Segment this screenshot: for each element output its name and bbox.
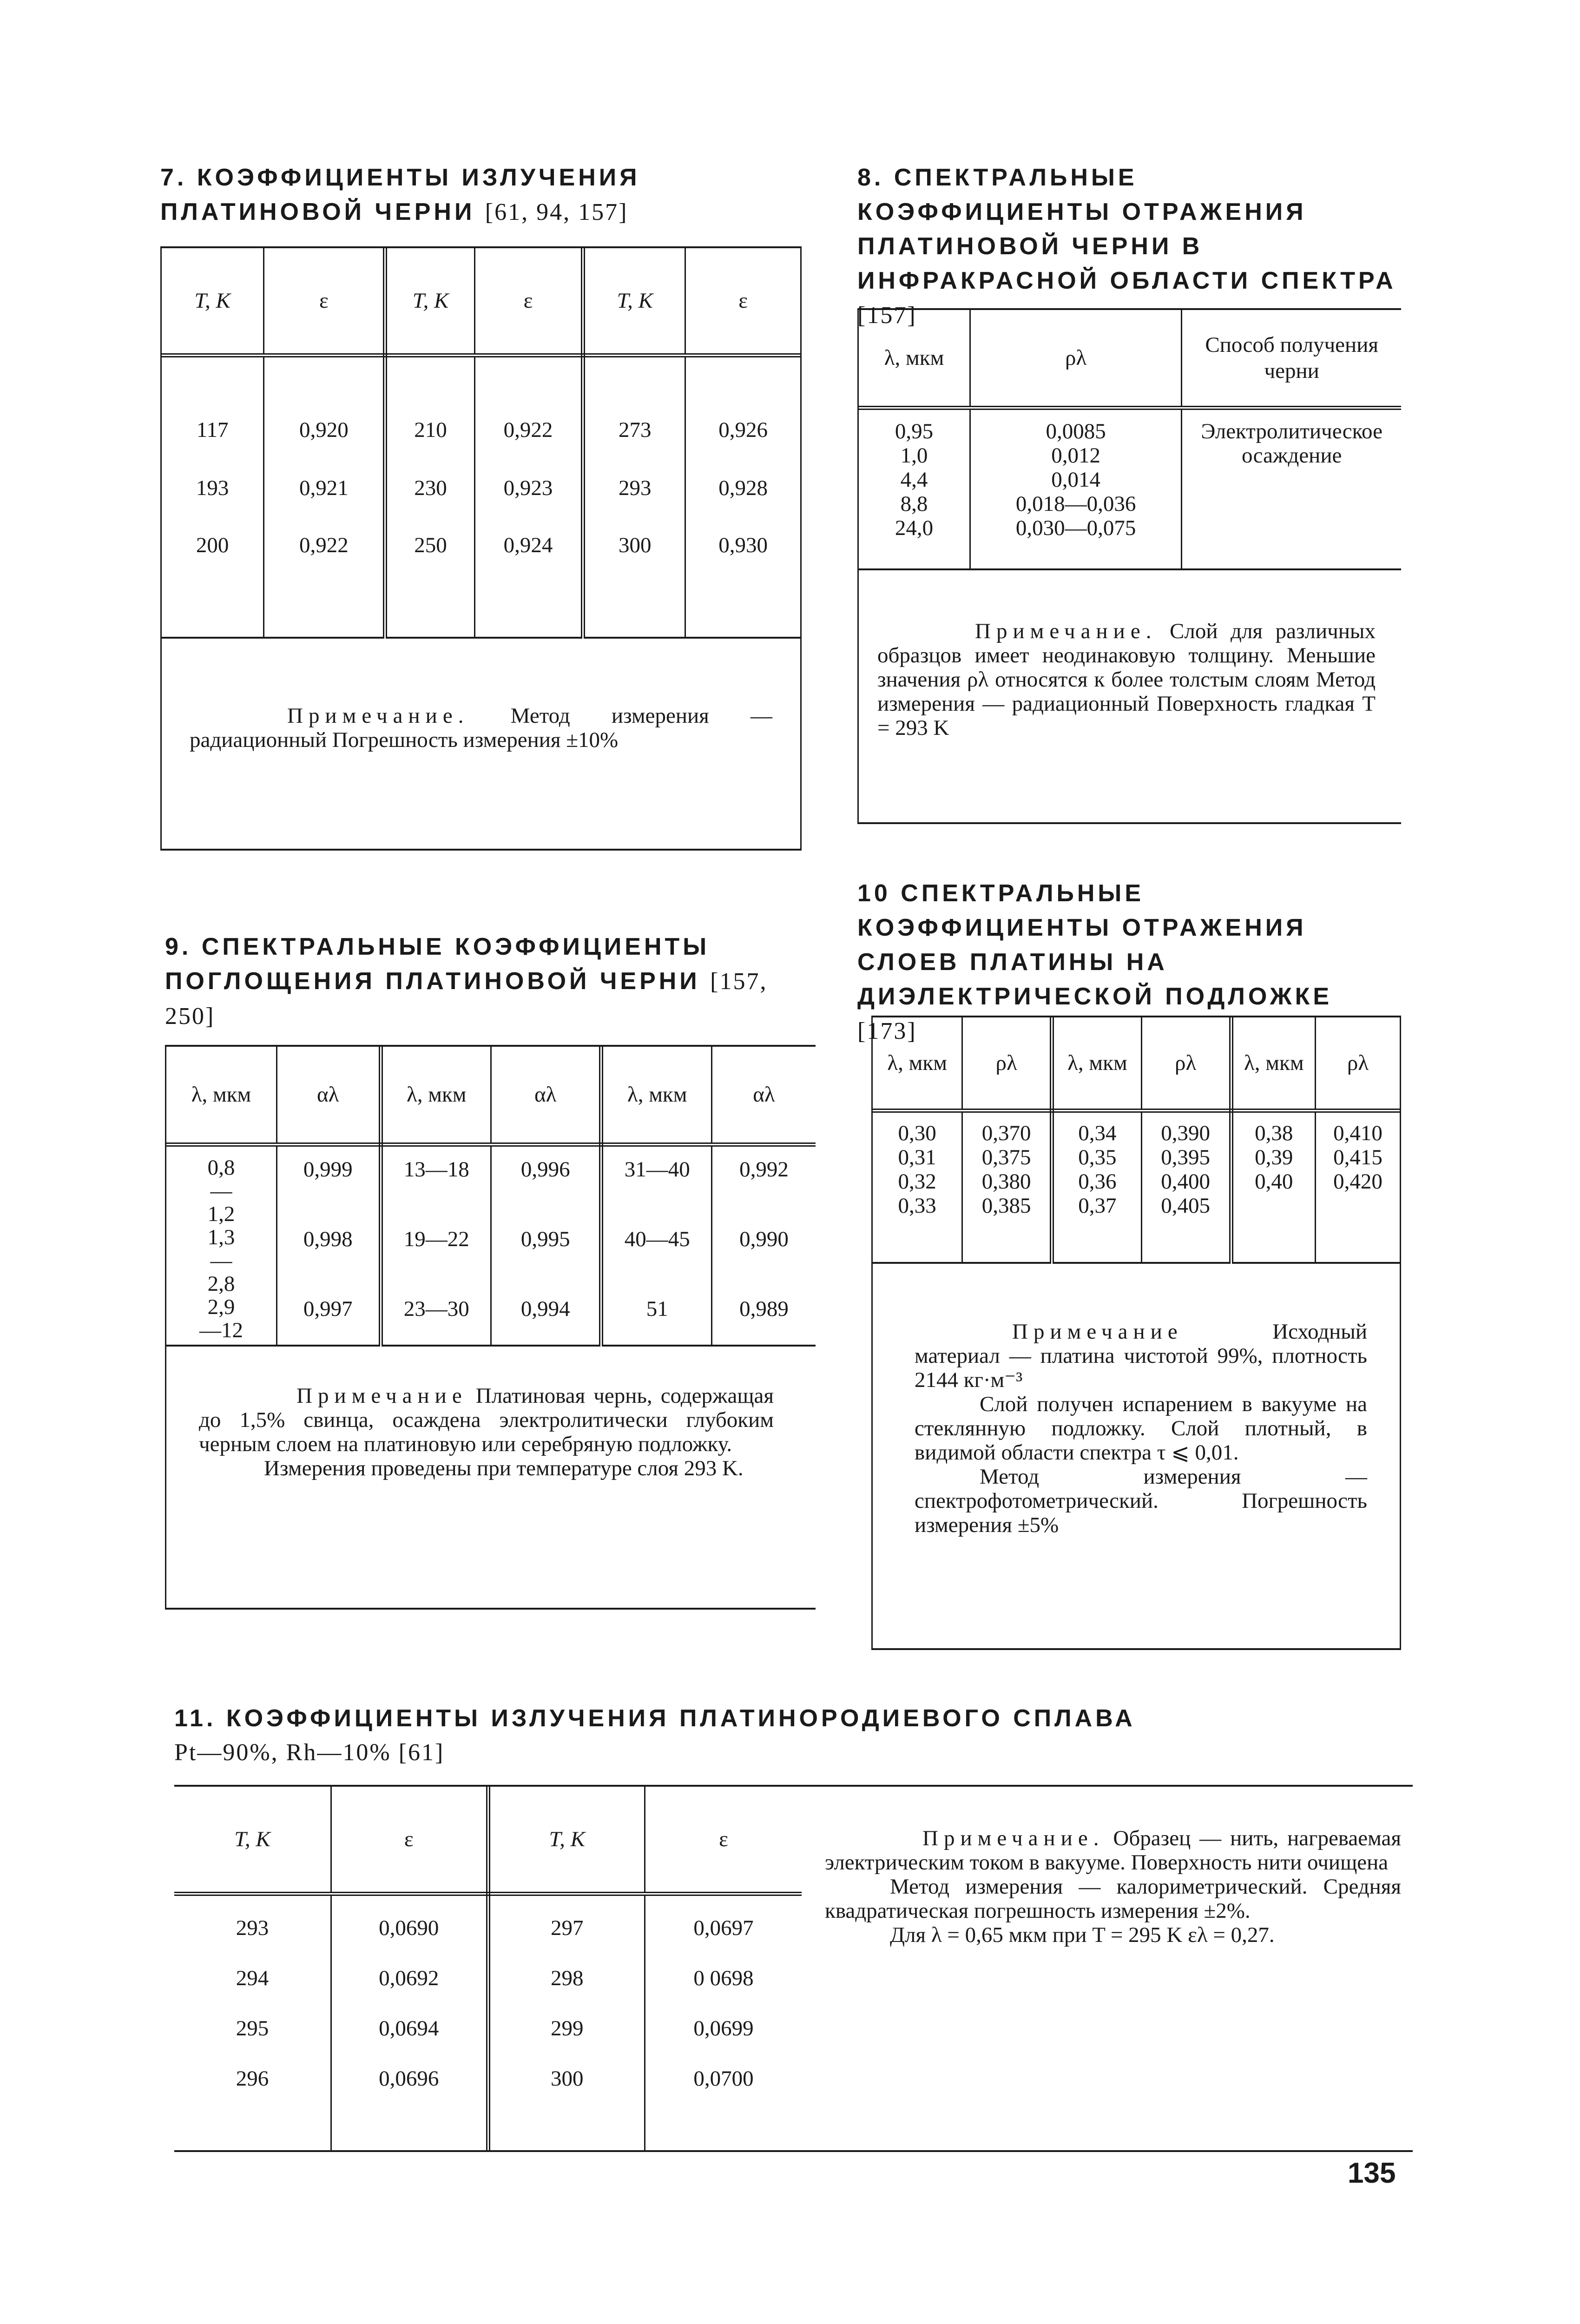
table-9-caption: 9. СПЕКТРАЛЬНЫЕ КОЭФФИЦИЕНТЫ ПОГЛОЩЕНИЯ ПЛАТИНОВОЙ ЧЕРНИ [157, 250] bbox=[165, 933, 768, 1030]
table-9-section bbox=[165, 930, 816, 1610]
table-row: 117 0,920 210 0,922 273 0,926 bbox=[162, 355, 800, 443]
header-cell: ρλ bbox=[1141, 1017, 1231, 1110]
table-11-caption: 11. КОЭФФИЦИЕНТЫ ИЗЛУЧЕНИЯ ПЛАТИНОРОДИЕВОГО СПЛАВА Pt—90%, Rh—10% [61] bbox=[174, 1705, 1136, 1766]
table-row: 1,3—2,8 0,998 19—22 0,995 40—45 0,990 bbox=[166, 1226, 816, 1295]
table-row: 0,30 0,31 0,32 0,33 0,370 0,375 0,380 0,385 0,34 0,35 0,36 0,37 0,390 0,395 0,400 0,405 0,38 0,39 0,40 0,410 0,415 0,420 bbox=[873, 1110, 1400, 1263]
header-cell: T, K bbox=[385, 248, 474, 355]
table-row: 0,8—1,2 0,999 13—18 0,996 31—40 0,992 bbox=[166, 1144, 816, 1226]
table-11-frame bbox=[174, 1785, 1413, 2152]
header-cell: ε bbox=[264, 248, 385, 355]
header-cell: λ, мкм bbox=[873, 1017, 962, 1110]
table-8-header bbox=[859, 310, 1401, 408]
table-8-note: Примечание. Слой для различных образцов имеет неодинаковую толщину. Меньшие значения ρλ относятся к более толстым слоям Метод измерения — радиационный Поверхность гладкая T = 293 K bbox=[877, 619, 1376, 740]
table-10-note: Примечание Исходный материал — платина чистотой 99%, плотность 2144 кг·м⁻³ Слой получен испарением в вакууме на стеклянную подложку. Слой плотный, в видимой области спектра τ ⩽ 0,01. Метод измерения — спектрофотометрический. Погрешность измерения ±5% bbox=[915, 1320, 1367, 1537]
header-cell: λ, мкм bbox=[1231, 1017, 1315, 1110]
header-cell: Способ получения черни bbox=[1182, 310, 1401, 408]
header-cell: ε bbox=[331, 1787, 488, 1894]
table-row: 293 0,0690 297 0,0697 bbox=[174, 1894, 802, 1941]
table-10-caption: 10 СПЕКТРАЛЬНЫЕ КОЭФФИЦИЕНТЫ ОТРАЖЕНИЯ СЛОЕВ ПЛАТИНЫ НА ДИЭЛЕКТРИЧЕСКОЙ ПОДЛОЖКЕ [173] bbox=[857, 880, 1333, 1044]
header-cell: ε bbox=[474, 248, 583, 355]
table-row: 2,9—12 0,997 23—30 0,994 51 0,989 bbox=[166, 1295, 816, 1346]
table-10-header bbox=[873, 1017, 1400, 1110]
header-cell: λ, мкм bbox=[166, 1047, 276, 1144]
table-8-frame bbox=[857, 308, 1401, 824]
table-7-frame bbox=[160, 246, 802, 851]
header-cell: T, K bbox=[174, 1787, 331, 1894]
header-cell: λ, мкм bbox=[381, 1047, 491, 1144]
header-cell: ε bbox=[645, 1787, 802, 1894]
table-10-section bbox=[857, 876, 1401, 1650]
table-11-header bbox=[174, 1787, 802, 1894]
header-cell: ρλ bbox=[962, 1017, 1052, 1110]
header-cell: αλ bbox=[276, 1047, 381, 1144]
table-8 bbox=[859, 310, 1401, 570]
table-8-section bbox=[857, 160, 1401, 824]
header-cell: αλ bbox=[491, 1047, 601, 1144]
lambda-column: 0,95 1,0 4,4 8,8 24,0 bbox=[859, 408, 970, 569]
table-row: 294 0,0692 298 0 0698 bbox=[174, 1941, 802, 1992]
header-cell: T, K bbox=[583, 248, 685, 355]
table-7-caption: 7. КОЭФФИЦИЕНТЫ ИЗЛУЧЕНИЯ ПЛАТИНОВОЙ ЧЕРНИ [61, 94, 157] bbox=[160, 164, 640, 225]
table-row: 200 0,922 250 0,924 300 0,930 bbox=[162, 502, 800, 638]
header-cell: λ, мкм bbox=[601, 1047, 711, 1144]
header-cell: λ, мкм bbox=[1052, 1017, 1142, 1110]
table-row: 193 0,921 230 0,923 293 0,928 bbox=[162, 443, 800, 502]
header-cell: T, K bbox=[488, 1787, 645, 1894]
table-9-note: Примечание Платиновая чернь, содержащая до 1,5% свинца, осаждена электролитически глубоким черным слоем на платиновую или серебряную подложку. Измерения проведены при температуре слоя 293 K. bbox=[199, 1384, 774, 1480]
table-7-section bbox=[160, 160, 802, 851]
method-cell: Электролитическое осаждение bbox=[1201, 419, 1382, 468]
header-cell: ρλ bbox=[1316, 1017, 1400, 1110]
header-cell: ρλ bbox=[970, 310, 1182, 408]
table-11 bbox=[174, 1787, 802, 2150]
table-9-header bbox=[166, 1047, 816, 1144]
header-cell: αλ bbox=[711, 1047, 816, 1144]
header-cell: T, K bbox=[162, 248, 264, 355]
table-10 bbox=[873, 1017, 1400, 1264]
table-7 bbox=[162, 248, 800, 639]
table-row: 296 0,0696 300 0,0700 bbox=[174, 2042, 802, 2151]
table-9-frame bbox=[165, 1045, 816, 1610]
page-number: 135 bbox=[1348, 2157, 1396, 2189]
table-7-note: Примечание. Метод измерения — радиационный Погрешность измерения ±10% bbox=[190, 704, 773, 752]
table-row: 295 0,0694 299 0,0699 bbox=[174, 1992, 802, 2042]
table-row bbox=[859, 408, 1401, 569]
table-11-section bbox=[174, 1701, 1413, 2152]
table-11-note: Примечание. Образец — нить, нагреваемая электрическим током в вакууме. Поверхность нити очищена Метод измерения — калориметрический. Средняя квадратическая погрешность измерения ±2%. Для λ = 0,65 мкм при T = 295 K ελ = 0,27. bbox=[825, 1826, 1401, 1947]
header-cell: ε bbox=[685, 248, 800, 355]
header-cell: λ, мкм bbox=[859, 310, 970, 408]
table-8-caption: 8. СПЕКТРАЛЬНЫЕ КОЭФФИЦИЕНТЫ ОТРАЖЕНИЯ ПЛАТИНОВОЙ ЧЕРНИ В ИНФРАКРАСНОЙ ОБЛАСТИ СПЕКТРА [157] bbox=[857, 164, 1396, 329]
table-9 bbox=[166, 1047, 816, 1347]
rho-column: 0,0085 0,012 0,014 0,018—0,036 0,030—0,075 bbox=[970, 408, 1182, 569]
table-10-frame bbox=[871, 1016, 1401, 1650]
table-7-header bbox=[162, 248, 800, 355]
